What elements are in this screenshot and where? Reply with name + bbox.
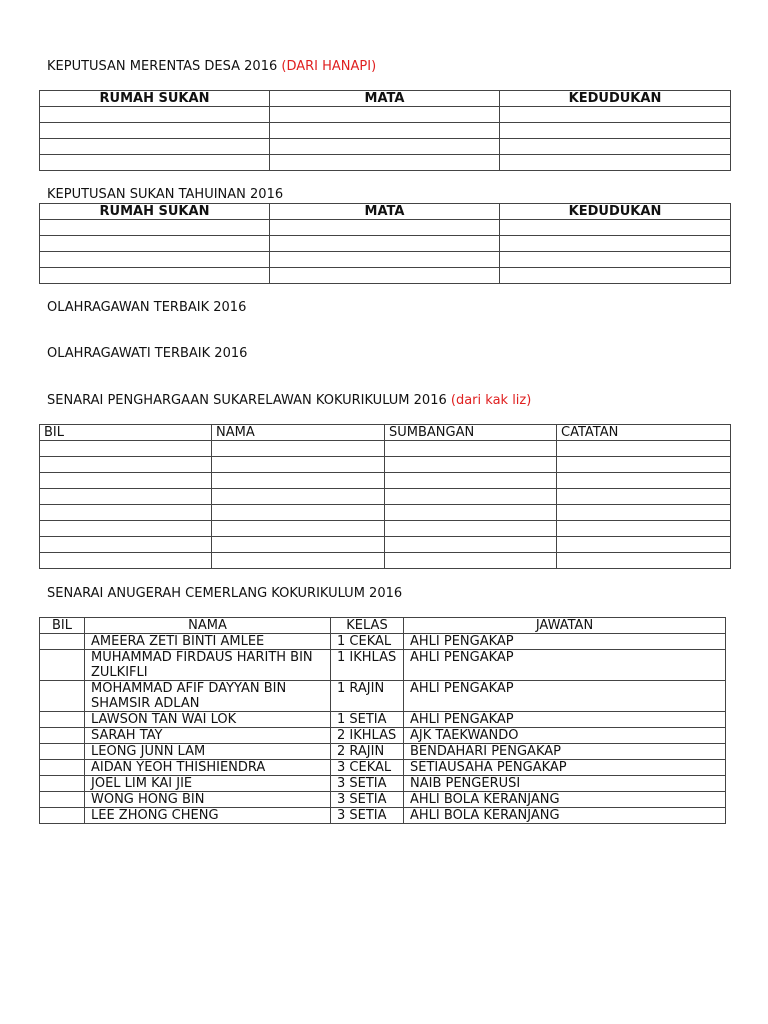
table-cell (40, 521, 212, 537)
table-cell (270, 107, 500, 123)
table-row (40, 728, 726, 744)
cell-kelas: 2 RAJIN (331, 744, 404, 760)
table-cell (270, 123, 500, 139)
table-cell (212, 553, 385, 569)
table-cell (385, 521, 557, 537)
cell-kelas: 1 IKHLAS (331, 650, 404, 681)
cell-jawatan: AHLI PENGAKAP (404, 681, 726, 712)
table-row (40, 473, 731, 489)
sukarelawan-table (39, 424, 731, 569)
cell-jawatan: AHLI PENGAKAP (404, 712, 726, 728)
table-row (40, 107, 731, 123)
header-bil: BIL (40, 618, 85, 634)
sukan-tahunan-heading (47, 187, 283, 203)
table-cell (40, 457, 212, 473)
cell-bil (40, 744, 85, 760)
header-mata: MATA (270, 91, 500, 107)
sukan-tahunan-table (39, 203, 731, 284)
table-cell (40, 139, 270, 155)
cell-kelas: 2 IKHLAS (331, 728, 404, 744)
merentas-desa-title: KEPUTUSAN MERENTAS DESA 2016 (47, 59, 278, 74)
table-cell (385, 457, 557, 473)
sukan-tahunan-title: KEPUTUSAN SUKAN TAHUINAN 2016 (47, 187, 284, 202)
header-nama: NAMA (85, 618, 331, 634)
table-cell (270, 155, 500, 171)
cell-kelas: 1 CEKAL (331, 634, 404, 650)
table-cell (500, 123, 731, 139)
header-mata: MATA (270, 204, 500, 220)
table-cell (40, 252, 270, 268)
anugerah-heading (47, 586, 402, 602)
cell-bil (40, 681, 85, 712)
table-cell (385, 505, 557, 521)
header-bil: BIL (40, 425, 212, 441)
table-cell (557, 473, 731, 489)
table-cell (40, 155, 270, 171)
table-cell (40, 441, 212, 457)
cell-bil (40, 760, 85, 776)
table-cell (40, 220, 270, 236)
table-row (40, 650, 726, 681)
table-row (40, 457, 731, 473)
table-cell (385, 441, 557, 457)
table-row (40, 236, 731, 252)
table-cell (270, 252, 500, 268)
table-cell (212, 505, 385, 521)
table-cell (40, 489, 212, 505)
cell-bil (40, 776, 85, 792)
header-nama: NAMA (212, 425, 385, 441)
table-cell (557, 553, 731, 569)
table-row (40, 139, 731, 155)
table-cell (270, 236, 500, 252)
olahragawati-heading: OLAHRAGAWATI TERBAIK 2016 (47, 346, 248, 361)
olahragawan-heading: OLAHRAGAWAN TERBAIK 2016 (47, 300, 247, 315)
table-row (40, 505, 731, 521)
table-row (40, 776, 726, 792)
table-cell (212, 537, 385, 553)
table-cell (212, 489, 385, 505)
sukarelawan-title: SENARAI PENGHARGAAN SUKARELAWAN KOKURIKULUM 2016 (47, 393, 447, 408)
table-row (40, 252, 731, 268)
table-cell (212, 441, 385, 457)
cell-bil (40, 712, 85, 728)
table-cell (500, 155, 731, 171)
cell-jawatan: NAIB PENGERUSI (404, 776, 726, 792)
table-row (40, 123, 731, 139)
table-cell (500, 220, 731, 236)
table-row (40, 441, 731, 457)
table-cell (557, 505, 731, 521)
table-row (40, 553, 731, 569)
table-row (40, 634, 726, 650)
header-rumah-sukan: RUMAH SUKAN (40, 91, 270, 107)
table-cell (270, 139, 500, 155)
cell-kelas: 1 SETIA (331, 712, 404, 728)
table-cell (40, 473, 212, 489)
header-sumbangan: SUMBANGAN (385, 425, 557, 441)
sukarelawan-heading (47, 393, 531, 409)
cell-bil (40, 634, 85, 650)
table-cell (500, 236, 731, 252)
anugerah-table (39, 617, 726, 824)
cell-nama: MOHAMMAD AFIF DAYYAN BIN SHAMSIR ADLAN (85, 681, 331, 712)
cell-nama: JOEL LIM KAI JIE (85, 776, 331, 792)
cell-bil (40, 808, 85, 824)
table-cell (270, 220, 500, 236)
merentas-desa-heading (47, 59, 376, 75)
table-cell (270, 268, 500, 284)
table-row (40, 521, 731, 537)
table-cell (40, 537, 212, 553)
cell-kelas: 3 SETIA (331, 776, 404, 792)
table-cell (385, 537, 557, 553)
table-cell (385, 489, 557, 505)
header-jawatan: JAWATAN (404, 618, 726, 634)
table-cell (40, 123, 270, 139)
merentas-desa-table (39, 90, 731, 171)
table-row (40, 712, 726, 728)
cell-kelas: 3 SETIA (331, 792, 404, 808)
header-kedudukan: KEDUDUKAN (500, 91, 731, 107)
table-cell (40, 505, 212, 521)
table-cell (40, 107, 270, 123)
merentas-desa-note: (DARI HANAPI) (281, 59, 377, 74)
cell-nama: AIDAN YEOH THISHIENDRA (85, 760, 331, 776)
table-cell (212, 521, 385, 537)
cell-nama: LAWSON TAN WAI LOK (85, 712, 331, 728)
table-row (40, 792, 726, 808)
cell-bil (40, 792, 85, 808)
table-row (40, 760, 726, 776)
header-kelas: KELAS (331, 618, 404, 634)
cell-jawatan: AHLI PENGAKAP (404, 650, 726, 681)
table-cell (557, 441, 731, 457)
table-cell (385, 473, 557, 489)
cell-kelas: 1 RAJIN (331, 681, 404, 712)
cell-nama: MUHAMMAD FIRDAUS HARITH BIN ZULKIFLI (85, 650, 331, 681)
table-cell (212, 473, 385, 489)
cell-bil (40, 728, 85, 744)
header-rumah-sukan: RUMAH SUKAN (40, 204, 270, 220)
header-catatan: CATATAN (557, 425, 731, 441)
table-row (40, 489, 731, 505)
table-cell (500, 107, 731, 123)
cell-nama: LEE ZHONG CHENG (85, 808, 331, 824)
table-cell (557, 521, 731, 537)
cell-nama: WONG HONG BIN (85, 792, 331, 808)
cell-nama: AMEERA ZETI BINTI AMLEE (85, 634, 331, 650)
table-cell (385, 553, 557, 569)
table-cell (500, 268, 731, 284)
table-row (40, 681, 726, 712)
table-cell (40, 553, 212, 569)
table-cell (557, 537, 731, 553)
cell-jawatan: SETIAUSAHA PENGAKAP (404, 760, 726, 776)
cell-kelas: 3 CEKAL (331, 760, 404, 776)
cell-kelas: 3 SETIA (331, 808, 404, 824)
table-cell (40, 268, 270, 284)
table-row (40, 155, 731, 171)
cell-jawatan: AJK TAEKWANDO (404, 728, 726, 744)
header-kedudukan: KEDUDUKAN (500, 204, 731, 220)
table-row (40, 808, 726, 824)
table-cell (557, 457, 731, 473)
table-row (40, 220, 731, 236)
cell-jawatan: AHLI BOLA KERANJANG (404, 792, 726, 808)
table-cell (557, 489, 731, 505)
table-cell (40, 236, 270, 252)
table-row (40, 268, 731, 284)
cell-nama: SARAH TAY (85, 728, 331, 744)
table-cell (500, 252, 731, 268)
sukarelawan-note: (dari kak liz) (450, 393, 532, 408)
cell-bil (40, 650, 85, 681)
cell-jawatan: BENDAHARI PENGAKAP (404, 744, 726, 760)
cell-jawatan: AHLI BOLA KERANJANG (404, 808, 726, 824)
cell-nama: LEONG JUNN LAM (85, 744, 331, 760)
cell-jawatan: AHLI PENGAKAP (404, 634, 726, 650)
table-row (40, 537, 731, 553)
table-cell (500, 139, 731, 155)
table-row (40, 744, 726, 760)
anugerah-title: SENARAI ANUGERAH CEMERLANG KOKURIKULUM 2016 (47, 586, 403, 601)
table-cell (212, 457, 385, 473)
